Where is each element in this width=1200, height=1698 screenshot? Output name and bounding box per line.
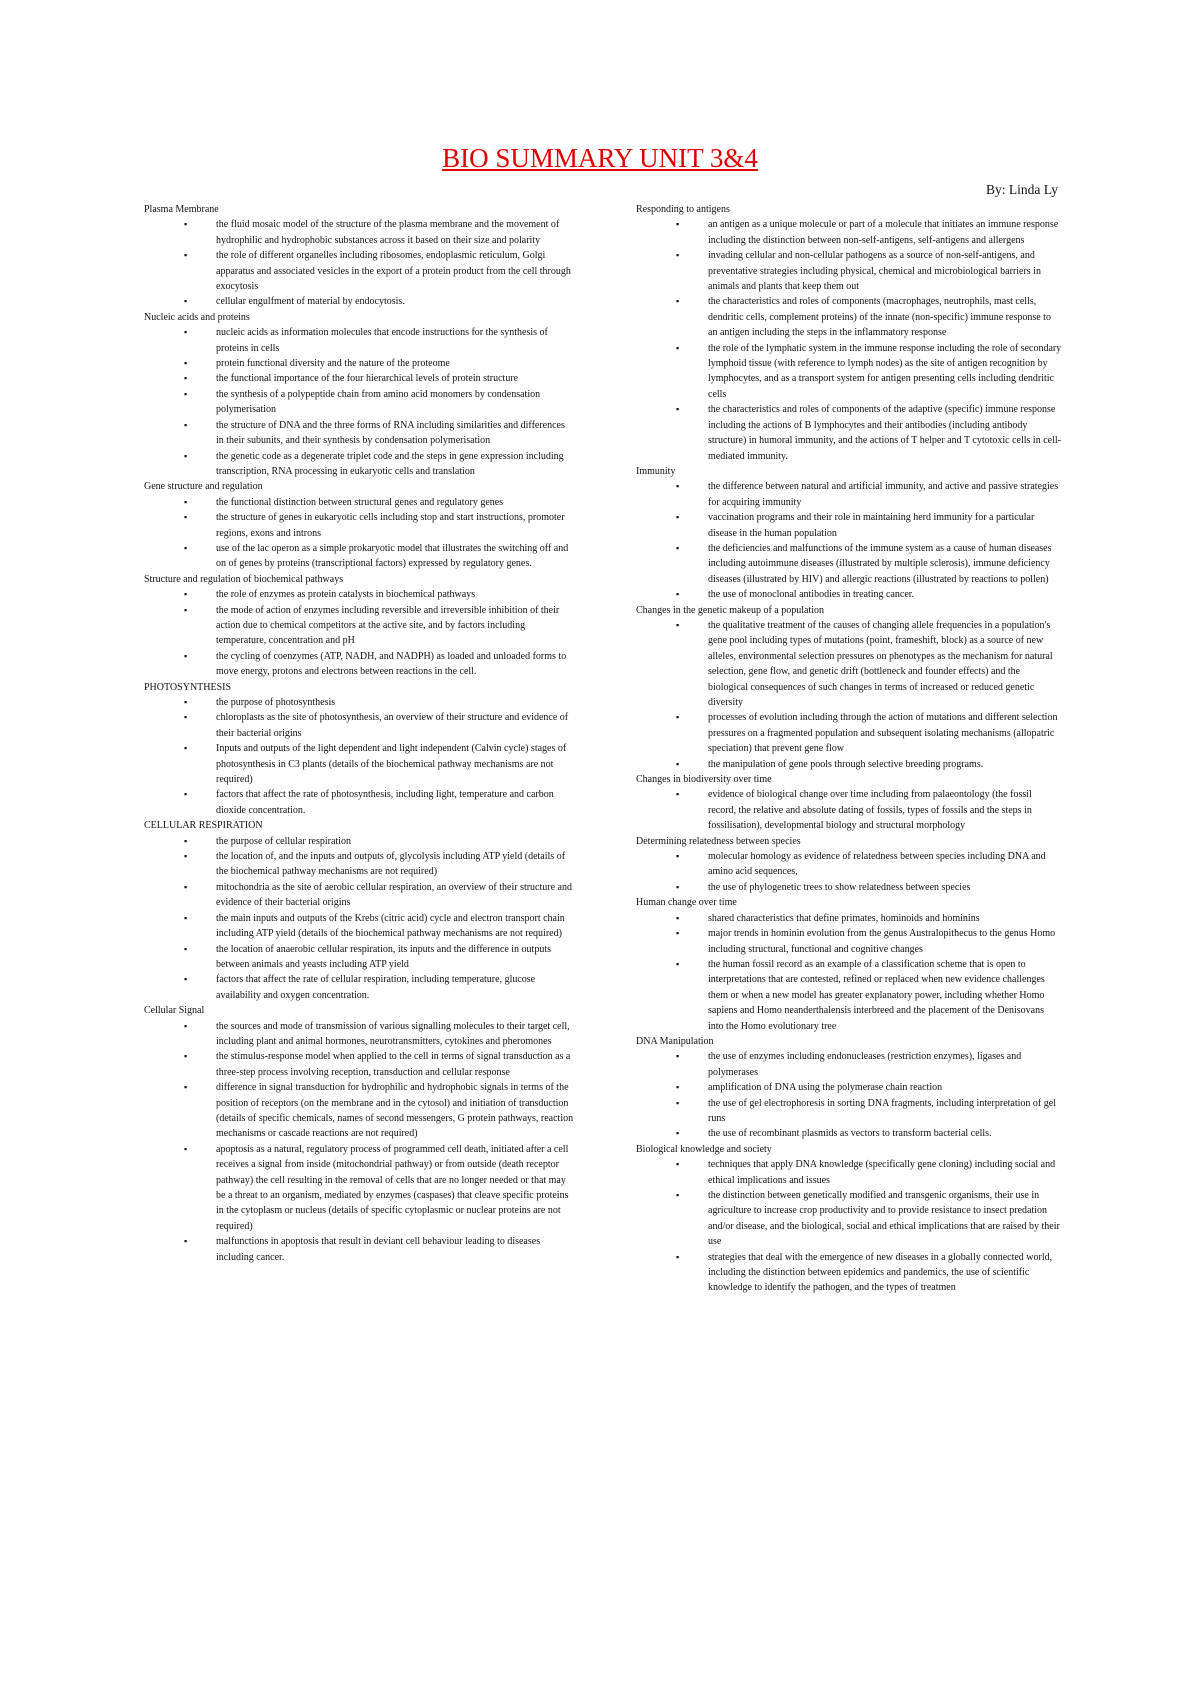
bullet-icon: ▪ (184, 327, 188, 338)
list-item (636, 541, 1062, 587)
list-item-text: shared characteristics that define primates, hominoids and hominins (708, 912, 980, 924)
list-item-text: the functional distinction between structural genes and regulatory genes (216, 496, 504, 508)
list-item-text: cellular engulfment of material by endocytosis. (216, 296, 405, 308)
list-item (636, 217, 1062, 248)
list-item (636, 1096, 1062, 1127)
list-item-text: amplification of DNA using the polymerase chain reaction (708, 1082, 943, 1094)
list-item (144, 217, 574, 248)
bullet-icon: ▪ (184, 604, 188, 615)
list-item-text: strategies that deal with the emergence of new diseases in a globally connected world, including the distinction between epidemics and pandemics, the use of scientific knowledge to identify the pathogen, and the types of treatmen (708, 1251, 1053, 1294)
list-item-text: the role of enzymes as protein catalysts in biochemical pathways (216, 589, 476, 601)
list-item (636, 587, 1062, 602)
section (144, 310, 574, 479)
list-item (636, 1250, 1062, 1296)
section (636, 1142, 1062, 1296)
list-item-text: nucleic acids as information molecules that encode instructions for the synthesis of proteins in cells (216, 327, 548, 354)
bullet-icon: ▪ (184, 358, 188, 369)
section (144, 680, 574, 819)
list-item-text: the stimulus-response model when applied to the cell in terms of signal transduction as a three-step process involving reception, transduction and cellular response (216, 1051, 571, 1078)
section-heading: Structure and regulation of biochemical pathways (144, 573, 344, 585)
list-item-text: the deficiencies and malfunctions of the immune system as a cause of human diseases including autoimmune diseases (illustrated by multiple sclerosis), immune deficiency diseases (illustrated by HIV) and allergic reactions (illustrated by reactions to pollen) (708, 542, 1052, 585)
list-item (144, 510, 574, 541)
bullet-list (144, 695, 574, 818)
bullet-icon: ▪ (184, 650, 188, 661)
section (636, 202, 1062, 464)
bullet-icon: ▪ (184, 450, 188, 461)
list-item-text: major trends in hominin evolution from the genus Australopithecus to the genus Homo including structural, functional and cognitive changes (708, 928, 1056, 955)
list-item (636, 248, 1062, 294)
bullet-icon: ▪ (184, 697, 188, 707)
list-item-text: the role of different organelles including ribosomes, endoplasmic reticulum, Golgi apparatus and associated vesicles in the export of a protein product from the cell through exocytosis (216, 250, 571, 293)
bullet-icon: ▪ (676, 789, 680, 800)
list-item-text: the human fossil record as an example of a classification scheme that is open to interpretations that are contested, refined or replaced when new evidence challenges them or when a new model has greater explanatory power, including whether Homo sapiens and Homo neanderthalensis interbreed and the placement of the Denisovans into the Homo evolutionary tree (708, 958, 1045, 1032)
bullet-icon: ▪ (676, 851, 680, 862)
section-heading: Determining relatedness between species (636, 835, 801, 847)
list-item (636, 402, 1062, 464)
bullet-icon: ▪ (676, 1082, 680, 1093)
bullet-icon: ▪ (184, 1143, 188, 1154)
list-item-text: the sources and mode of transmission of various signalling molecules to their target cell, including plant and animal hormones, neurotransmitters, cytokines and pheromones (216, 1020, 570, 1047)
list-item (636, 1126, 1062, 1141)
list-item (144, 880, 574, 911)
list-item (636, 926, 1062, 957)
section-heading: DNA Manipulation (636, 1035, 714, 1047)
bullet-icon: ▪ (676, 481, 680, 492)
list-item (636, 341, 1062, 403)
bullet-icon: ▪ (184, 1051, 188, 1062)
bullet-list (636, 479, 1062, 602)
bullet-icon: ▪ (676, 342, 680, 353)
list-item (636, 1049, 1062, 1080)
section-heading: Human change over time (636, 897, 737, 909)
bullet-icon: ▪ (184, 1082, 188, 1093)
list-item-text: the use of phylogenetic trees to show relatedness between species (708, 881, 971, 893)
bullet-icon: ▪ (676, 1190, 680, 1200)
bullet-icon: ▪ (676, 912, 680, 923)
list-item-text: chloroplasts as the site of photosynthesis, an overview of their structure and evidence of their bacterial origins (216, 712, 569, 739)
list-item (144, 387, 574, 418)
list-item (144, 787, 574, 818)
list-item-text: the genetic code as a degenerate triplet code and the steps in gene expression including transcription, RNA processing in eukaryotic cells and translation (216, 450, 564, 477)
bullet-icon: ▪ (184, 851, 188, 862)
list-item (636, 479, 1062, 510)
list-item-text: the use of gel electrophoresis in sorting DNA fragments, including interpretation of gel runs (708, 1097, 1056, 1124)
list-item-text: the cycling of coenzymes (ATP, NADH, and NADPH) as loaded and unloaded forms to move energy, protons and electrons between reactions in the cell. (216, 650, 567, 678)
list-item-text: mitochondria as the site of aerobic cellular respiration, an overview of their structure and evidence of their bacterial origins (216, 881, 572, 909)
section-heading: CELLULAR RESPIRATION (144, 820, 263, 832)
list-item-text: the use of monoclonal antibodies in treating cancer. (708, 589, 915, 601)
bullet-icon: ▪ (184, 974, 188, 985)
list-item (144, 603, 574, 649)
author-line: By: Linda Ly (986, 182, 1058, 197)
bullet-icon: ▪ (676, 404, 680, 415)
section-heading: Cellular Signal (144, 1005, 205, 1017)
list-item (144, 972, 574, 1003)
list-item-text: the role of the lymphatic system in the immune response including the role of secondary lymphoid tissue (with reference to lymph nodes) as the site of antigen recognition by lymphocytes, and as a transport system for antigen presenting cells including dendritic cells (708, 342, 1062, 400)
list-item-text: evidence of biological change over time including from palaeontology (the fossil record, the relative and absolute dating of fossils, types of fossils and the steps in fossilisation), developmental biology and structural morphology (708, 789, 1032, 832)
bullet-icon: ▪ (676, 758, 680, 769)
list-item-text: molecular homology as evidence of relatedness between species including DNA and amino acid sequences, (708, 851, 1046, 878)
bullet-icon: ▪ (184, 943, 188, 954)
bullet-icon: ▪ (676, 712, 680, 723)
list-item-text: the manipulation of gene pools through selective breeding programs. (708, 758, 984, 770)
bullet-list (636, 911, 1062, 1034)
section (144, 202, 574, 310)
bullet-icon: ▪ (676, 1128, 680, 1139)
bullet-icon: ▪ (184, 496, 188, 507)
list-item (636, 880, 1062, 895)
section-heading: Changes in the genetic makeup of a population (636, 604, 825, 616)
bullet-icon: ▪ (184, 1236, 188, 1247)
list-item-text: the main inputs and outputs of the Krebs (citric acid) cycle and electron transport chain including ATP yield (details of the biochemical pathway mechanisms are not required) (216, 912, 565, 940)
list-item-text: the mode of action of enzymes including reversible and irreversible inhibition of their action due to chemical competitors at the active site, and by factors including temperature, concentration and pH (216, 604, 560, 647)
bullet-icon: ▪ (676, 958, 680, 969)
list-item-text: the synthesis of a polypeptide chain from amino acid monomers by condensation polymerisation (216, 388, 541, 416)
bullet-icon: ▪ (184, 296, 188, 307)
list-item-text: the location of anaerobic cellular respiration, its inputs and the difference in outputs between animals and yeasts including ATP yield (216, 943, 551, 970)
list-item (144, 649, 574, 680)
list-item (636, 1080, 1062, 1095)
list-item-text: use of the lac operon as a simple prokaryotic model that illustrates the switching off and on of genes by proteins (transcriptional factors) expressed by regulatory genes. (216, 542, 569, 570)
bullet-icon: ▪ (184, 373, 188, 384)
list-item (144, 1049, 574, 1080)
list-item (636, 957, 1062, 1034)
list-item-text: an antigen as a unique molecule or part of a molecule that initiates an immune response including the distinction between non-self-antigens, self-antigens and allergens (708, 219, 1059, 246)
section-heading: Biological knowledge and society (636, 1143, 772, 1155)
section (144, 1003, 574, 1265)
bullet-list (144, 495, 574, 572)
section (636, 834, 1062, 896)
bullet-icon: ▪ (676, 619, 680, 630)
list-item (144, 495, 574, 510)
bullet-icon: ▪ (184, 250, 188, 261)
list-item-text: the use of recombinant plasmids as vectors to transform bacterial cells. (708, 1128, 992, 1140)
bullet-icon: ▪ (676, 250, 680, 261)
bullet-icon: ▪ (184, 542, 188, 553)
list-item-text: apoptosis as a natural, regulatory process of programmed cell death, initiated after a cell receives a signal from inside (mitochondrial pathway) or from outside (death receptor pathway) the cell resulting in the removal of cells that are no longer needed or that may be a threat to an organism, mediated by enzymes (caspases) that cleave specific proteins in the cytoplasm or nucleus (details of specific cytoplasmic or nuclear proteins are not required) (216, 1143, 569, 1232)
section-heading: Nucleic acids and proteins (144, 311, 250, 323)
bullet-icon: ▪ (184, 589, 188, 600)
list-item (636, 618, 1062, 710)
list-item-text: factors that affect the rate of cellular respiration, including temperature, glucose availability and oxygen concentration. (216, 974, 536, 1001)
list-item-text: the structure of genes in eukaryotic cells including stop and start instructions, promoter regions, exons and introns (216, 512, 565, 539)
section (636, 464, 1062, 603)
bullet-list (636, 618, 1062, 772)
section (144, 818, 574, 1003)
section (636, 772, 1062, 834)
bullet-list (636, 849, 1062, 895)
bullet-icon: ▪ (676, 296, 680, 307)
list-item (636, 911, 1062, 926)
bullet-list (144, 587, 574, 679)
list-item (144, 541, 574, 572)
bullet-list (144, 217, 574, 309)
bullet-icon: ▪ (676, 1097, 680, 1108)
bullet-list (144, 834, 574, 1003)
list-item (144, 1142, 574, 1234)
bullet-icon: ▪ (676, 1051, 680, 1062)
list-item (144, 1234, 574, 1265)
bullet-icon: ▪ (676, 512, 680, 523)
left-column (144, 202, 574, 1265)
bullet-icon: ▪ (676, 1251, 680, 1262)
list-item-text: the difference between natural and artificial immunity, and active and passive strategies for acquiring immunity (708, 481, 1059, 508)
section (144, 479, 574, 571)
list-item-text: vaccination programs and their role in maintaining herd immunity for a particular disease in the human population (708, 512, 1035, 539)
bullet-icon: ▪ (184, 789, 188, 800)
list-item-text: the structure of DNA and the three forms of RNA including similarities and differences in their subunits, and their synthesis by condensation polymerisation (216, 419, 565, 447)
section-heading: Changes in biodiversity over time (636, 774, 772, 786)
section-heading: Gene structure and regulation (144, 481, 263, 493)
list-item (144, 942, 574, 973)
bullet-icon: ▪ (676, 219, 680, 230)
bullet-list (636, 1157, 1062, 1296)
list-item (636, 757, 1062, 772)
bullet-icon: ▪ (184, 219, 188, 230)
bullet-icon: ▪ (676, 881, 680, 892)
list-item-text: malfunctions in apoptosis that result in deviant cell behaviour leading to diseases including cancer. (216, 1236, 541, 1263)
list-item (636, 510, 1062, 541)
bullet-icon: ▪ (184, 419, 188, 430)
bullet-icon: ▪ (676, 1159, 680, 1170)
section (636, 895, 1062, 1034)
list-item (144, 1080, 574, 1142)
section (636, 1034, 1062, 1142)
list-item-text: difference in signal transduction for hydrophilic and hydrophobic signals in terms of the position of receptors (on the membrane and in the cytosol) and initiation of transduction (details of specific chemicals, names of second messengers, G protein pathways, reaction mechanisms or cascade reactions are not required) (216, 1082, 574, 1140)
list-item (144, 834, 574, 849)
list-item-text: the functional importance of the four hierarchical levels of protein structure (216, 373, 519, 385)
list-item-text: Inputs and outputs of the light dependent and light independent (Calvin cycle) stages of photosynthesis in C3 plants (details of the biochemical pathway mechanisms are not required) (216, 743, 567, 786)
list-item-text: the qualitative treatment of the causes of changing allele frequencies in a population's gene pool including types of mutations (point, frameshift, block) as a source of new alleles, environmental selection pressures on phenotypes as the mechanism for natural selection, gene flow, and genetic drift (bottleneck and founder effects) and the biological consequences of such changes in terms of increased or reduced genetic diversity (708, 619, 1053, 708)
section-heading: Immunity (636, 465, 676, 477)
bullet-list (144, 1019, 574, 1266)
list-item (144, 418, 574, 449)
list-item-text: the purpose of photosynthesis (216, 697, 336, 708)
list-item (144, 371, 574, 386)
list-item-text: the fluid mosaic model of the structure of the plasma membrane and the movement of hydrophilic and hydrophobic substances across it based on their size and polarity (216, 219, 560, 246)
list-item (636, 710, 1062, 756)
section-heading: Responding to antigens (636, 204, 730, 215)
list-item-text: techniques that apply DNA knowledge (specifically gene cloning) including social and ethical implications and issues (708, 1159, 1056, 1186)
list-item-text: the location of, and the inputs and outputs of, glycolysis including ATP yield (details of the biochemical pathway mechanisms are not required) (216, 851, 566, 878)
bullet-list (636, 1049, 1062, 1141)
list-item-text: the characteristics and roles of components (macrophages, neutrophils, mast cells, dendritic cells, complement proteins) of the innate (non-specific) immune response to an antigen including the steps in the inflammatory response (708, 296, 1051, 339)
bullet-icon: ▪ (184, 712, 188, 723)
section-heading: PHOTOSYNTHESIS (144, 681, 232, 693)
list-item (144, 695, 574, 710)
list-item (144, 449, 574, 480)
bullet-icon: ▪ (184, 1020, 188, 1031)
bullet-icon: ▪ (184, 881, 188, 892)
page-title: BIO SUMMARY UNIT 3&4 (442, 143, 758, 173)
list-item-text: the characteristics and roles of components of the adaptive (specific) immune response including the actions of B lymphocytes and their antibodies (including antibody structure) in humoral immunity, and the actions of T helper and T cytotoxic cells in cell-mediated immunity. (708, 404, 1061, 462)
list-item-text: the use of enzymes including endonucleases (restriction enzymes), ligases and polymerases (708, 1051, 1022, 1078)
bullet-list (636, 217, 1062, 464)
bullet-icon: ▪ (184, 912, 188, 923)
bullet-icon: ▪ (676, 589, 680, 600)
bullet-icon: ▪ (676, 928, 680, 939)
bullet-icon: ▪ (184, 743, 188, 754)
list-item-text: invading cellular and non-cellular pathogens as a source of non-self-antigens, and preventative strategies including physical, chemical and microbiological barriers in animals and plants that keep them out (708, 250, 1041, 293)
bullet-icon: ▪ (184, 388, 188, 399)
list-item (636, 1157, 1062, 1188)
section (144, 572, 574, 680)
list-item (144, 356, 574, 371)
list-item (636, 849, 1062, 880)
list-item (144, 1019, 574, 1050)
right-column (636, 202, 1062, 1296)
list-item-text: factors that affect the rate of photosynthesis, including light, temperature and carbon dioxide concentration. (216, 789, 554, 816)
list-item (636, 1188, 1062, 1250)
list-item (144, 911, 574, 942)
list-item (636, 787, 1062, 833)
list-item (144, 587, 574, 602)
list-item (144, 741, 574, 787)
list-item-text: the distinction between genetically modified and transgenic organisms, their use in agriculture to increase crop productivity and to provide resistance to insect predation and/or disease, and the biological, social and ethical implications that are raised by their use (708, 1190, 1060, 1248)
list-item (144, 248, 574, 294)
list-item (144, 710, 574, 741)
list-item-text: processes of evolution including through the action of mutations and different selection pressures on a fragmented population and subsequent isolating mechanisms (allopatric speciation) that prevent gene flow (708, 712, 1058, 755)
bullet-list (144, 325, 574, 479)
bullet-icon: ▪ (184, 835, 188, 846)
bullet-icon: ▪ (184, 512, 188, 523)
list-item-text: protein functional diversity and the nature of the proteome (216, 358, 450, 370)
list-item (636, 294, 1062, 340)
bullet-icon: ▪ (676, 542, 680, 553)
section (636, 603, 1062, 772)
bullet-list (636, 787, 1062, 833)
list-item (144, 325, 574, 356)
list-item-text: the purpose of cellular respiration (216, 835, 351, 847)
section-heading: Plasma Membrane (144, 204, 219, 215)
list-item (144, 294, 574, 309)
list-item (144, 849, 574, 880)
